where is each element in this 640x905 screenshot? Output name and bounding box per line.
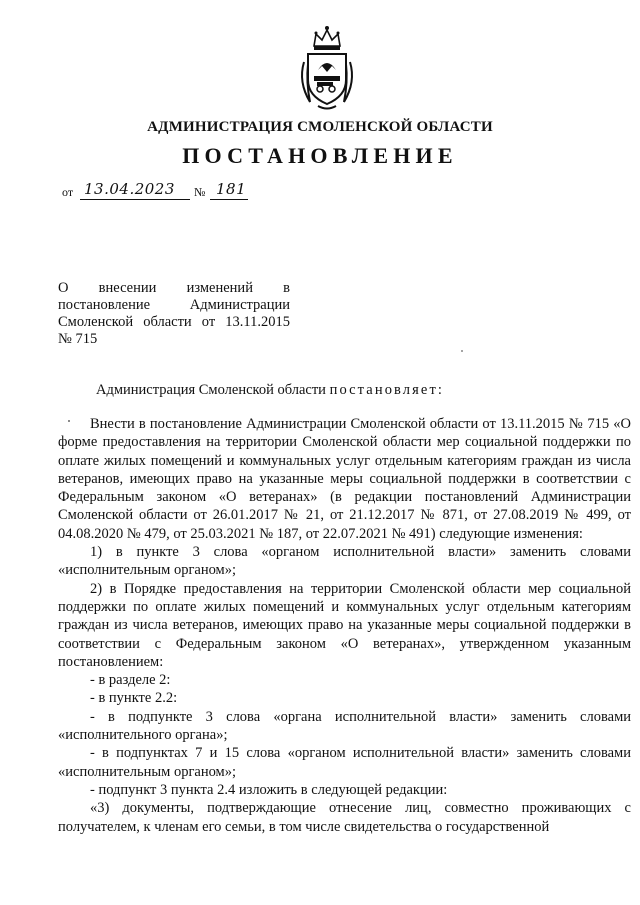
subject-line: постановление Администрации <box>58 297 290 313</box>
subject-line: № 715 <box>58 331 98 347</box>
enacting-verb: постановляет: <box>329 382 445 398</box>
document-body <box>58 415 631 836</box>
document-type-title: ПОСТАНОВЛЕНИЕ <box>182 143 458 168</box>
number-underline <box>210 199 248 200</box>
body-paragraph: - в подпункте 3 слова «органа исполнительной власти» заменить словами «исполнительного органа»; <box>58 708 631 744</box>
date-underline <box>80 199 190 200</box>
scan-speck <box>461 350 463 352</box>
organization-title: АДМИНИСТРАЦИЯ СМОЛЕНСКОЙ ОБЛАСТИ <box>147 119 493 135</box>
coat-of-arms-icon <box>296 22 358 112</box>
body-paragraph: «3) документы, подтверждающие отнесение лиц, совместно проживающих с получателем, к членам его семьи, в том числе свидетельства о государственной <box>58 800 631 835</box>
handwritten-number: 181 <box>216 180 247 198</box>
body-paragraph: Внести в постановление Администрации Смоленской области от 13.11.2015 № 715 «О форме предоставления на территории Смоленской области мер социальной поддержки по оплате жилых помещений и коммунальных услуг отдельным категориям граждан из числа ветеранов, имеющих право на указанные меры социальной поддержки в соответствии с Федеральным законом «О ветеранах» (в редакции постановлений Администрации Смоленской области от 26.01.2017 № 21, от 21.12.2017 № 871, от 27.08.2019 № 499, от 04.08.2020 № 479, от 25.03.2021 № 187, от 22.07.2021 № 491) следующие изменения: <box>58 416 631 542</box>
body-paragraph: - в разделе 2: <box>90 672 171 689</box>
enacting-prefix: Администрация Смоленской области <box>96 382 326 398</box>
body-paragraph: - подпункт 3 пункта 2.4 изложить в следующей редакции: <box>90 781 448 798</box>
body-paragraph: - в подпунктах 7 и 15 слова «органом исполнительной власти» заменить словами «исполнительным органом»; <box>58 745 631 780</box>
date-label: от <box>62 185 74 199</box>
subject-line: О внесении изменений в <box>58 280 290 296</box>
number-label: № <box>194 185 206 199</box>
enacting-clause <box>96 382 444 399</box>
date-number-line <box>62 181 362 203</box>
document-subject <box>58 280 290 348</box>
body-paragraph: 1) в пункте 3 слова «органом исполнительной власти» заменить словами «исполнительным органом»; <box>58 544 631 579</box>
body-paragraph: 2) в Порядке предоставления на территории Смоленской области мер социальной поддержки по оплате жилых помещений и коммунальных услуг отдельным категориям граждан из числа ветеранов, имеющих право на указанные меры социальной поддержки в соответствии с Федеральным законом «О ветеранах», утвержденном указанным постановлением: <box>58 580 631 670</box>
subject-line: Смоленской области от 13.11.2015 <box>58 314 290 330</box>
handwritten-date: 13.04.2023 <box>84 180 175 198</box>
body-paragraph: - в пункте 2.2: <box>90 690 178 707</box>
